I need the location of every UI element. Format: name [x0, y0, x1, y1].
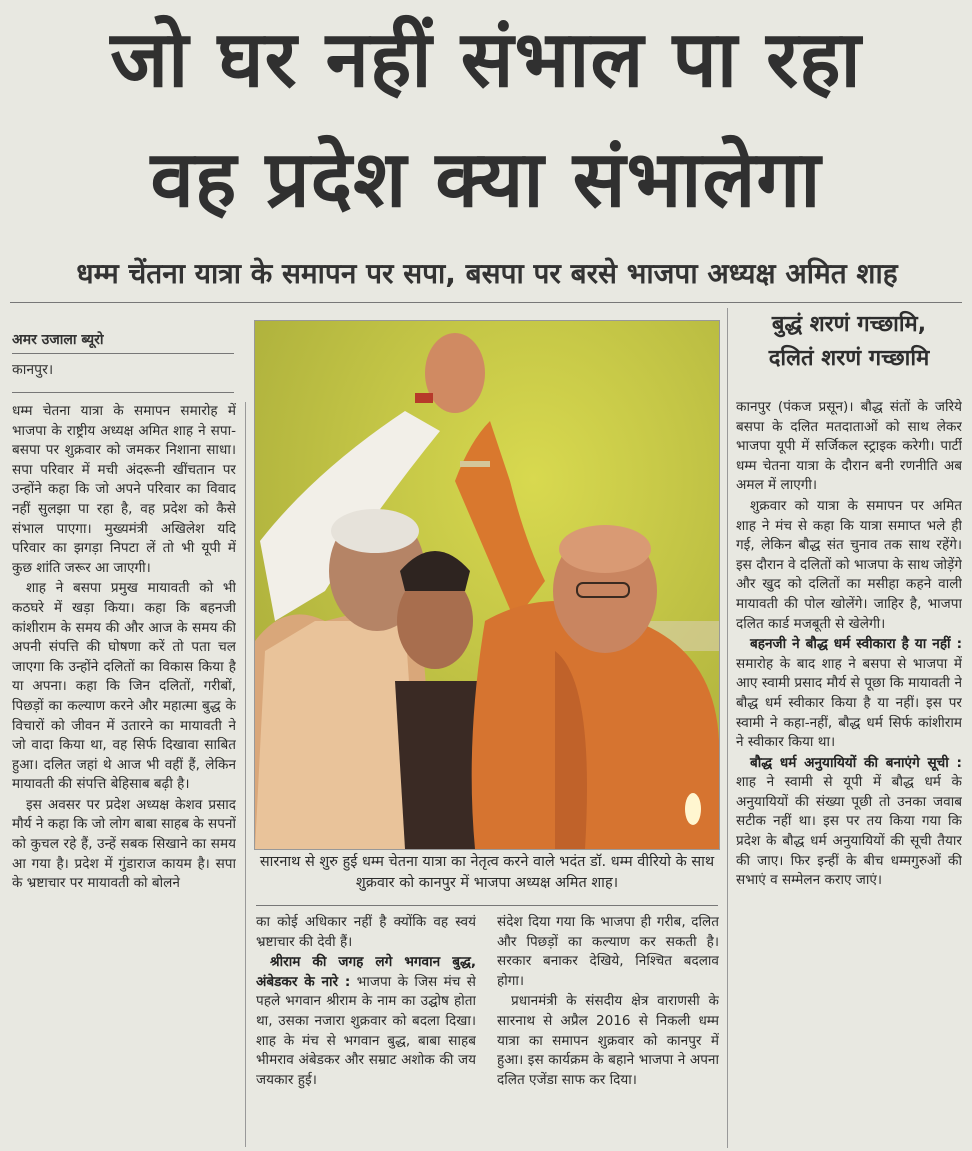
- subhead: श्रीराम की जगह लगे भगवान बुद्ध, अंबेडकर के नारे :: [256, 954, 476, 990]
- paragraph: का कोई अधिकार नहीं है क्योंकि वह स्वयं भ्रष्टाचार की देवी हैं।: [256, 914, 476, 950]
- side-headline-line-1: बुद्धं शरणं गच्छामि,: [771, 312, 927, 337]
- subheadline: धम्म चेंतना यात्रा के समापन पर सपा, बसपा पर बरसे भाजपा अध्यक्ष अमित शाह: [76, 257, 898, 290]
- paragraph: धम्म चेतना यात्रा के समापन समारोह में भाजपा के राष्ट्रीय अध्यक्ष अमित शाह ने सपा-बसपा पर शुक्रवार को जमकर निशाना साधा। सपा परिवार में मची अंदरूनी खींचतान पर उन्होंने कहा कि जो अपने परिवार का विवाद नहीं सुलझा पा रहा है, वह प्रदेश को कैसे संभाल पाएगा। मुख्यमंत्री अखिलेश यदि परिवार का झगड़ा निपटा लें तो भी यूपी में कुछ शांति जरूर आ जाएगी।: [12, 403, 236, 576]
- side-story-column: [736, 398, 962, 1148]
- paragraph: शाह ने बसपा प्रमुख मायावती को भी कठघरे में खड़ा किया। कहा कि बहनजी कांशीराम के समय की और आज के समय की अपनी संपत्ति की घोषणा करें तो पता चल जाएगा कि उन्होंने दलितों का विकास किया है या अपना। कहा कि जिन दलितों, गरीबों, पिछड़ों का कल्याण करने और महात्मा बुद्ध के विचारों को जीवन में उतारने का मायावती ने जो वादा किया था, वह सिर्फ दिखावा साबित हुआ। दलित जहां थे आज भी वहीं हैं, लेकिन मायावती की संपत्ति बेहिसाब बढ़ी है।: [12, 580, 236, 793]
- subhead: बौद्ध धर्म अनुयायियों की बनाएंगे सूची :: [750, 754, 962, 771]
- headline-line-1: जो घर नहीं संभाल पा रहा: [110, 15, 862, 105]
- side-headline-line-2: दलितं शरणं गच्छामि: [768, 346, 930, 371]
- paragraph: शुक्रवार को यात्रा के समापन पर अमित शाह ने मंच से कहा कि यात्रा समाप्त भले ही गई, लेकिन बौद्ध संत चुनाव तक साथ रहेंगे। इस दौरान वे दलितों को भाजपा के साथ जोड़ेंगे और खुद को दलितों का मसीहा कहने वाली मायावती की पोल खोलेंगे। जाहिर है, भाजपा दलित कार्ड मजबूती से खेलेगी।: [736, 497, 962, 632]
- byline: अमर उजाला ब्यूरो: [12, 332, 104, 348]
- paragraph: कानपुर (पंकज प्रसून)। बौद्ध संतों के जरिये बसपा के दलित मतदाताओं को साथ लेकर भाजपा यूपी में सर्जिकल स्ट्राइक करेगी। पार्टी धम्म चेतना यात्रा के दौरान बनी रणनीति अब अमल में लाएगी।: [736, 399, 962, 494]
- column-divider: [245, 402, 246, 1147]
- subhead: बहनजी ने बौद्ध धर्म स्वीकारा है या नहीं :: [750, 636, 962, 653]
- dateline: कानपुर।: [12, 362, 54, 378]
- news-photo: [254, 320, 720, 850]
- divider: [10, 302, 962, 303]
- dateline-rule: [12, 392, 234, 393]
- headline-line-2: वह प्रदेश क्या संभालेगा: [150, 135, 822, 225]
- paragraph: संदेश दिया गया कि भाजपा ही गरीब, दलित और पिछड़ों का कल्याण कर सकती है। सरकार बनाकर देखिये, निश्चित बदलाव होगा।: [497, 914, 719, 989]
- caption-rule: [256, 905, 718, 906]
- paragraph: इस अवसर पर प्रदेश अध्यक्ष केशव प्रसाद मौर्य ने कहा कि जो लोग बाबा साहब के सपनों को कुचल रहे हैं, उन्हें सबक सिखाने का समय आ गया है। प्रदेश में गुंडाराज कायम है। सपा के भ्रष्टाचार पर मायावती को बोलने: [12, 796, 236, 892]
- paragraph: समारोह के बाद शाह ने बसपा से भाजपा में आए स्वामी प्रसाद मौर्य से पूछा कि मायावती ने बौद्ध धर्म स्वीकार किया है या नहीं। इस पर स्वामी ने कहा-नहीं, बौद्ध धर्म सिर्फ कांशीराम ने स्वीकार किया था।: [736, 655, 962, 751]
- main-story-column-2: [256, 913, 476, 1149]
- side-story-headline: [736, 308, 962, 376]
- photo-illustration: [255, 321, 719, 849]
- main-story-column-3: [497, 913, 719, 1149]
- paragraph: प्रधानमंत्री के संसदीय क्षेत्र वाराणसी के सारनाथ से अप्रैल 2016 से निकली धम्म यात्रा का समापन शुक्रवार को कानपुर में हुआ। इस कार्यक्रम के बहाने भाजपा ने अपना दलित एजेंडा साफ कर दिया।: [497, 993, 719, 1088]
- photo-caption: सारनाथ से शुरु हुई धम्म चेतना यात्रा का नेतृत्व करने वाले भदंत डॉ. धम्म वीरियो के साथ शुक्रवार को कानपुर में भाजपा अध्यक्ष अमित शाह।: [259, 854, 715, 891]
- byline-rule: [12, 353, 234, 354]
- paragraph: भाजपा के जिस मंच से पहले भगवान श्रीराम के नाम का उद्घोष होता था, उसका नजारा शुक्रवार को बदला दिखा। शाह के मंच से भगवान बुद्ध, बाबा साहब भीमराव अंबेडकर और सम्राट अशोक की जय जयकार हुई।: [256, 973, 476, 1088]
- column-divider: [727, 308, 728, 1148]
- paragraph: शाह ने स्वामी से यूपी में बौद्ध धर्म के अनुयायियों की संख्या पूछी तो उनका जवाब सटीक नहीं था। इस पर तय किया गया कि प्रदेश के बौद्ध धर्म अनुयायियों की सूची तैयार की जाए। फिर इन्हीं के बीच धम्मगुरुओं की सभाएं व सम्मेलन कराए जाएं।: [736, 774, 962, 889]
- main-story-column-1: [12, 402, 236, 1147]
